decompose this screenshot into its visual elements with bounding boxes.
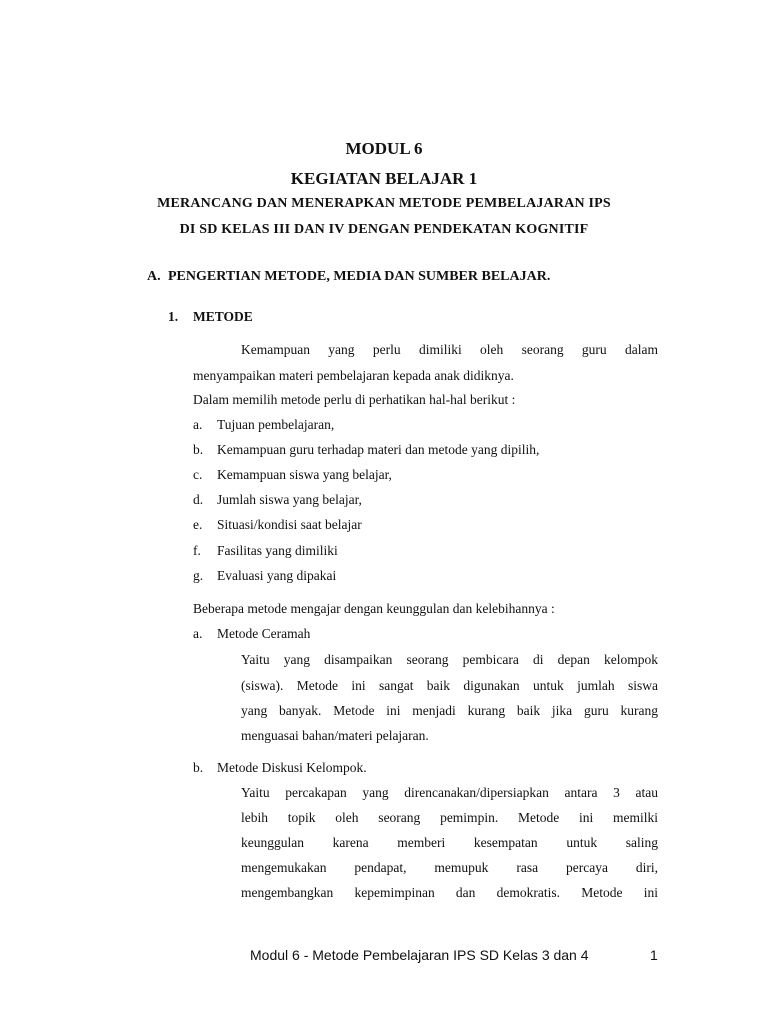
subtitle-line-2: DI SD KELAS III DAN IV DENGAN PENDEKATAN KOGNITIF	[179, 222, 589, 237]
methods-intro: Beberapa metode mengajar dengan keunggulan dan kelebihannya :	[193, 601, 555, 616]
method-b-line-1: Yaitu percakapan yang direncanakan/dipersiapkan antara 3 atau	[241, 785, 658, 800]
method-b-line-3: keunggulan karena memberi kesempatan untuk saling	[241, 835, 658, 850]
method-a-line-3: yang banyak. Metode ini menjadi kurang baik jika guru kurang	[241, 703, 658, 718]
subtitle-line-1: MERANCANG DAN MENERAPKAN METODE PEMBELAJARAN IPS	[157, 196, 611, 211]
footer-page-number: 1	[650, 947, 658, 963]
method-b-line-2: lebih topik oleh seorang pemimpin. Metode ini memilki	[241, 810, 658, 825]
list-item: Jumlah siswa yang belajar,	[217, 492, 362, 507]
subsection-1-marker: 1.	[168, 309, 179, 324]
method-b-marker: b.	[193, 760, 204, 775]
list-item: Fasilitas yang dimiliki	[217, 543, 338, 558]
subsection-1-heading: METODE	[193, 309, 253, 324]
intro-line-1: Kemampuan yang perlu dimiliki oleh seorang guru dalam	[241, 342, 658, 357]
list-item: Kemampuan guru terhadap materi dan metode yang dipilih,	[217, 442, 540, 457]
list-item-marker: b.	[193, 442, 204, 457]
list-item-marker: a.	[193, 417, 203, 432]
intro-line-2: menyampaikan materi pembelajaran kepada anak didiknya.	[193, 368, 514, 383]
list-item-marker: d.	[193, 492, 204, 507]
method-b-line-5: mengembangkan kepemimpinan dan demokratis. Metode ini	[241, 885, 658, 900]
footer-text: Modul 6 - Metode Pembelajaran IPS SD Kelas 3 dan 4	[250, 947, 589, 963]
section-a-marker: A.	[147, 269, 161, 284]
method-a-marker: a.	[193, 626, 203, 641]
method-b-line-4: mengemukakan pendapat, memupuk rasa percaya diri,	[241, 860, 658, 875]
list-item-marker: g.	[193, 568, 204, 583]
method-a-line-2: (siswa). Metode ini sangat baik digunakan untuk jumlah siswa	[241, 678, 658, 693]
method-a-line-4: menguasai bahan/materi pelajaran.	[241, 728, 429, 743]
list-item: Evaluasi yang dipakai	[217, 568, 337, 583]
list-item-marker: e.	[193, 517, 203, 532]
module-title: MODUL 6	[345, 139, 423, 158]
section-a-heading: PENGERTIAN METODE, MEDIA DAN SUMBER BELAJAR.	[168, 269, 551, 284]
activity-title: KEGIATAN BELAJAR 1	[290, 169, 478, 188]
list-item-marker: f.	[193, 543, 201, 558]
list-item: Situasi/kondisi saat belajar	[217, 517, 362, 532]
intro-line-3: Dalam memilih metode perlu di perhatikan hal-hal berikut :	[193, 392, 516, 407]
list-item-marker: c.	[193, 467, 203, 482]
method-b-name: Metode Diskusi Kelompok.	[217, 760, 367, 775]
method-a-line-1: Yaitu yang disampaikan seorang pembicara di depan kelompok	[241, 652, 658, 667]
list-item: Tujuan pembelajaran,	[217, 417, 335, 432]
list-item: Kemampuan siswa yang belajar,	[217, 467, 392, 482]
method-a-name: Metode Ceramah	[217, 626, 311, 641]
